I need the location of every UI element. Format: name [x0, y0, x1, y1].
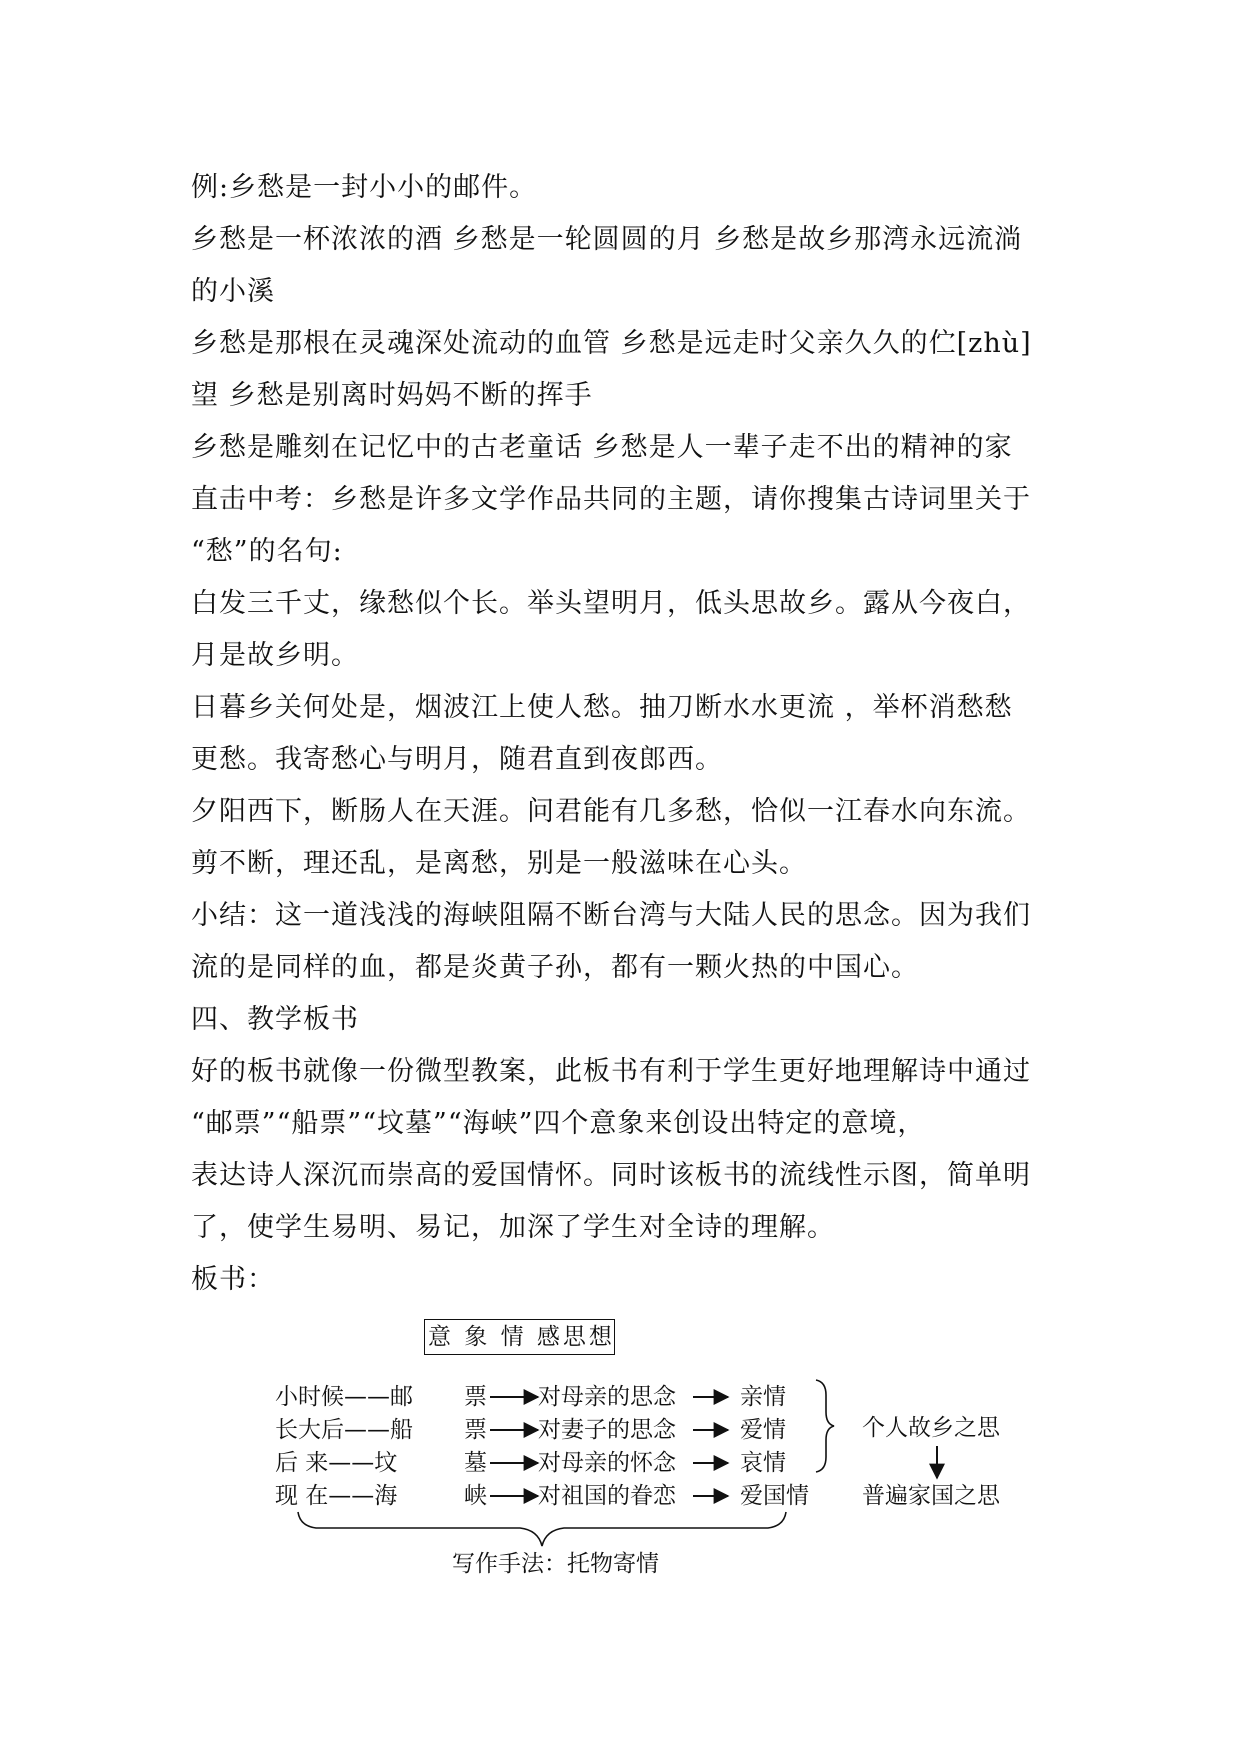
- universal-homeland-longing: 普遍家国之思: [862, 1483, 1000, 1509]
- text-line: “邮票”“船票”“坟墓”“海峡”四个意象来创设出特定的意境，: [191, 1108, 926, 1139]
- text-line: 的小溪: [191, 276, 275, 307]
- row-period: 现 在——海: [275, 1483, 398, 1509]
- writing-technique: 写作手法：托物寄情: [452, 1551, 659, 1577]
- row-period: 长大后——船: [275, 1417, 413, 1443]
- text-line: 更愁。我寄愁心与明月，随君直到夜郎西。: [191, 744, 723, 775]
- text-line: 月是故乡明。: [191, 640, 359, 671]
- text-line: 了，使学生易明、易记，加深了学生对全诗的理解。: [191, 1212, 835, 1243]
- row-feeling: 对祖国的眷恋: [538, 1483, 676, 1509]
- text-line: 好的板书就像一份微型教案，此板书有利于学生更好地理解诗中通过: [191, 1056, 1031, 1087]
- text-line: 日暮乡关何处是，烟波江上使人愁。抽刀断水水更流 ，举杯消愁愁: [191, 692, 1013, 723]
- text-line: 乡愁是那根在灵魂深处流动的血管 乡愁是远走时父亲久久的伫[zhù]: [191, 328, 1032, 359]
- text-line: 表达诗人深沉而崇高的爱国情怀。同时该板书的流线性示图，简单明: [191, 1160, 1031, 1191]
- row-feeling: 对母亲的怀念: [538, 1450, 676, 1476]
- row-emotion: 爱国情: [740, 1483, 809, 1509]
- text-line: “愁”的名句:: [191, 536, 343, 567]
- row-object-tail: 票: [464, 1384, 487, 1410]
- text-line: 乡愁是一杯浓浓的酒 乡愁是一轮圆圆的月 乡愁是故乡那湾永远流淌: [191, 224, 1023, 255]
- text-line: 直击中考：乡愁是许多文学作品共同的主题，请你搜集古诗词里关于: [191, 484, 1031, 515]
- text-line: 例:乡愁是一封小小的邮件。: [191, 172, 538, 203]
- diagram-title: 意 象 情 感思想: [428, 1324, 615, 1350]
- personal-homesickness: 个人故乡之思: [862, 1415, 1000, 1441]
- row-period: 后 来——坟: [275, 1450, 398, 1476]
- lesson-text: [191, 162, 1071, 1306]
- row-period: 小时候——邮: [275, 1384, 413, 1410]
- row-emotion: 爱情: [740, 1417, 786, 1443]
- row-feeling: 对妻子的思念: [538, 1417, 676, 1443]
- row-object-tail: 票: [464, 1417, 487, 1443]
- text-line: 小结：这一道浅浅的海峡阻隔不断台湾与大陆人民的思念。因为我们: [191, 900, 1031, 931]
- row-object-tail: 墓: [464, 1450, 487, 1476]
- bottom-brace-icon: [298, 1512, 786, 1546]
- text-line: 夕阳西下，断肠人在天涯。问君能有几多愁，恰似一江春水向东流。: [191, 796, 1031, 827]
- text-line: 乡愁是雕刻在记忆中的古老童话 乡愁是人一辈子走不出的精神的家: [191, 432, 1013, 463]
- row-emotion: 哀情: [740, 1450, 786, 1476]
- row-emotion: 亲情: [740, 1384, 786, 1410]
- row-object-tail: 峡: [464, 1483, 487, 1509]
- text-line: 流的是同样的血，都是炎黄子孙，都有一颗火热的中国心。: [191, 952, 919, 983]
- text-line: 剪不断，理还乱，是离愁，别是一般滋味在心头。: [191, 848, 807, 879]
- row-feeling: 对母亲的思念: [538, 1384, 676, 1410]
- diagram-title-box: [424, 1319, 615, 1355]
- text-line: 望 乡愁是别离时妈妈不断的挥手: [191, 380, 593, 411]
- text-line: 白发三千丈，缘愁似个长。举头望明月，低头思故乡。露从今夜白，: [191, 588, 1031, 619]
- text-line: 板书：: [191, 1264, 275, 1295]
- right-brace-icon: [816, 1380, 834, 1472]
- text-line: 四、教学板书: [191, 1004, 359, 1035]
